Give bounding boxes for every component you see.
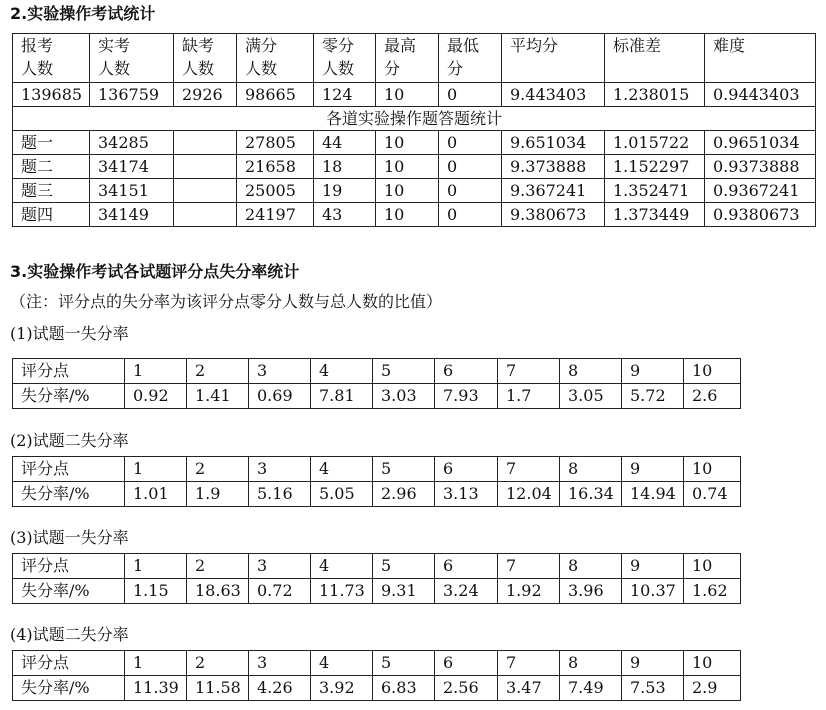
- question-row: [13, 203, 816, 227]
- failure-rate-cell: 11.73: [311, 579, 373, 604]
- question-cell: 1.352471: [605, 179, 705, 203]
- question-row: [13, 179, 816, 203]
- scoring-point-cell: 6: [435, 554, 498, 579]
- header-line-1: 最低: [447, 36, 480, 55]
- scoring-point-row: [13, 457, 741, 482]
- summary-cell: 0.9443403: [705, 83, 816, 107]
- failure-rate-cell: 1.92: [498, 579, 560, 604]
- scoring-point-cell: 1: [125, 457, 187, 482]
- summary-cell: 136759: [90, 83, 174, 107]
- row-label: 失分率/%: [13, 384, 125, 409]
- failure-rate-cell: 1.41: [187, 384, 249, 409]
- question-row: [13, 155, 816, 179]
- failure-rate-cell: 2.56: [435, 676, 498, 701]
- question-cell: [174, 155, 237, 179]
- failure-rate-cell: 14.94: [622, 482, 684, 507]
- failure-table-caption: (2)试题二失分率: [10, 431, 129, 450]
- failure-rate-cell: 1.7: [498, 384, 560, 409]
- failure-table-caption: (1)试题一失分率: [10, 324, 129, 343]
- scoring-point-cell: 6: [435, 457, 498, 482]
- failure-rate-cell: 2.9: [684, 676, 741, 701]
- question-cell: [174, 203, 237, 227]
- question-cell: 1.373449: [605, 203, 705, 227]
- question-cell: 43: [314, 203, 376, 227]
- header-line-1: 满分: [245, 36, 278, 55]
- failure-rate-table: [12, 650, 741, 701]
- question-cell: 题四: [13, 203, 90, 227]
- header-line-1: 难度: [713, 36, 746, 55]
- scoring-point-cell: 5: [373, 651, 435, 676]
- summary-row: [13, 83, 816, 107]
- row-label: 评分点: [13, 651, 125, 676]
- row-label: 失分率/%: [13, 676, 125, 701]
- header-line-1: 缺考: [182, 36, 215, 55]
- scoring-point-cell: 3: [249, 359, 311, 384]
- question-cell: 9.367241: [502, 179, 605, 203]
- question-cell: 0.9651034: [705, 131, 816, 155]
- header-line-2: 人数: [21, 59, 54, 78]
- exam-statistics-table: [12, 33, 816, 227]
- header-line-1: 报考: [21, 36, 54, 55]
- failure-rate-row: [13, 579, 741, 604]
- question-cell: 题三: [13, 179, 90, 203]
- failure-rate-row: [13, 482, 741, 507]
- scoring-point-cell: 10: [684, 554, 741, 579]
- scoring-point-row: [13, 359, 741, 384]
- scoring-point-cell: 2: [187, 457, 249, 482]
- scoring-point-cell: 4: [311, 457, 373, 482]
- scoring-point-cell: 7: [498, 554, 560, 579]
- row-label: 评分点: [13, 457, 125, 482]
- scoring-point-cell: 7: [498, 457, 560, 482]
- summary-cell: 124: [314, 83, 376, 107]
- header-line-2: 人数: [98, 59, 131, 78]
- failure-rate-cell: 2.96: [373, 482, 435, 507]
- failure-rate-cell: 5.05: [311, 482, 373, 507]
- summary-cell: 98665: [237, 83, 314, 107]
- failure-rate-cell: 3.24: [435, 579, 498, 604]
- summary-cell: 0: [439, 83, 502, 107]
- question-cell: 21658: [237, 155, 314, 179]
- row-label: 失分率/%: [13, 579, 125, 604]
- question-row: [13, 131, 816, 155]
- sub-header-cell: 各道实验操作题答题统计: [13, 107, 816, 131]
- scoring-point-cell: 8: [560, 359, 622, 384]
- question-cell: 34174: [90, 155, 174, 179]
- question-cell: 题二: [13, 155, 90, 179]
- question-cell: 25005: [237, 179, 314, 203]
- summary-cell: 2926: [174, 83, 237, 107]
- failure-rate-cell: 1.15: [125, 579, 187, 604]
- failure-rate-table: [12, 456, 741, 507]
- scoring-point-cell: 10: [684, 651, 741, 676]
- scoring-point-cell: 1: [125, 651, 187, 676]
- section-3-title: 3.实验操作考试各试题评分点失分率统计: [10, 262, 300, 281]
- question-cell: 0.9373888: [705, 155, 816, 179]
- question-cell: 0.9380673: [705, 203, 816, 227]
- question-cell: 9.373888: [502, 155, 605, 179]
- scoring-point-cell: 5: [373, 554, 435, 579]
- question-cell: 27805: [237, 131, 314, 155]
- header-cell: [439, 34, 502, 83]
- header-line-2: 人数: [182, 59, 215, 78]
- failure-rate-cell: 3.92: [311, 676, 373, 701]
- question-cell: 34149: [90, 203, 174, 227]
- question-cell: 44: [314, 131, 376, 155]
- failure-rate-cell: 5.72: [622, 384, 684, 409]
- scoring-point-cell: 2: [187, 651, 249, 676]
- scoring-point-cell: 3: [249, 651, 311, 676]
- summary-cell: 1.238015: [605, 83, 705, 107]
- scoring-point-cell: 6: [435, 359, 498, 384]
- failure-rate-cell: 3.13: [435, 482, 498, 507]
- failure-table-caption: (4)试题二失分率: [10, 625, 129, 644]
- failure-rate-cell: 3.47: [498, 676, 560, 701]
- failure-rate-cell: 5.16: [249, 482, 311, 507]
- scoring-point-cell: 9: [622, 651, 684, 676]
- failure-rate-cell: 2.6: [684, 384, 741, 409]
- scoring-point-cell: 2: [187, 359, 249, 384]
- scoring-point-row: [13, 651, 741, 676]
- failure-rate-cell: 0.69: [249, 384, 311, 409]
- failure-rate-cell: 6.83: [373, 676, 435, 701]
- question-cell: 9.651034: [502, 131, 605, 155]
- question-cell: 34285: [90, 131, 174, 155]
- failure-rate-cell: 3.05: [560, 384, 622, 409]
- header-line-1: 零分: [322, 36, 355, 55]
- question-cell: 10: [376, 131, 439, 155]
- header-cell: [314, 34, 376, 83]
- failure-rate-cell: 16.34: [560, 482, 622, 507]
- scoring-point-cell: 4: [311, 651, 373, 676]
- header-line-2: 分: [384, 59, 401, 78]
- header-line-1: 标准差: [613, 36, 662, 55]
- scoring-point-cell: 3: [249, 457, 311, 482]
- header-cell: [502, 34, 605, 83]
- failure-rate-cell: 18.63: [187, 579, 249, 604]
- failure-rate-cell: 11.58: [187, 676, 249, 701]
- scoring-point-cell: 10: [684, 359, 741, 384]
- header-line-1: 最高: [384, 36, 417, 55]
- scoring-point-cell: 6: [435, 651, 498, 676]
- scoring-point-cell: 5: [373, 457, 435, 482]
- header-line-2: 人数: [245, 59, 278, 78]
- question-cell: 18: [314, 155, 376, 179]
- question-cell: [174, 131, 237, 155]
- scoring-point-cell: 1: [125, 359, 187, 384]
- scoring-point-cell: 4: [311, 554, 373, 579]
- question-cell: 0: [439, 179, 502, 203]
- failure-rate-cell: 1.01: [125, 482, 187, 507]
- question-cell: 34151: [90, 179, 174, 203]
- header-line-1: 实考: [98, 36, 131, 55]
- failure-rate-cell: 1.9: [187, 482, 249, 507]
- row-label: 失分率/%: [13, 482, 125, 507]
- scoring-point-cell: 8: [560, 651, 622, 676]
- failure-rate-cell: 7.49: [560, 676, 622, 701]
- scoring-point-cell: 9: [622, 554, 684, 579]
- scoring-point-cell: 4: [311, 359, 373, 384]
- header-cell: [13, 34, 90, 83]
- question-cell: 10: [376, 179, 439, 203]
- question-cell: 1.152297: [605, 155, 705, 179]
- failure-rate-cell: 7.53: [622, 676, 684, 701]
- question-cell: 19: [314, 179, 376, 203]
- failure-rate-row: [13, 676, 741, 701]
- failure-rate-cell: 11.39: [125, 676, 187, 701]
- scoring-point-cell: 3: [249, 554, 311, 579]
- scoring-point-cell: 8: [560, 457, 622, 482]
- question-cell: 9.380673: [502, 203, 605, 227]
- scoring-point-row: [13, 554, 741, 579]
- failure-rate-table: [12, 553, 741, 604]
- header-cell: [376, 34, 439, 83]
- header-cell: [174, 34, 237, 83]
- failure-rate-cell: 12.04: [498, 482, 560, 507]
- failure-rate-cell: 4.26: [249, 676, 311, 701]
- header-cell: [90, 34, 174, 83]
- failure-rate-table: [12, 358, 741, 409]
- row-label: 评分点: [13, 359, 125, 384]
- failure-rate-cell: 0.74: [684, 482, 741, 507]
- header-line-1: 平均分: [510, 36, 559, 55]
- failure-rate-cell: 1.62: [684, 579, 741, 604]
- question-cell: 0.9367241: [705, 179, 816, 203]
- question-cell: [174, 179, 237, 203]
- failure-rate-row: [13, 384, 741, 409]
- question-cell: 0: [439, 155, 502, 179]
- failure-table-caption: (3)试题一失分率: [10, 528, 129, 547]
- header-row: [13, 34, 816, 83]
- header-line-2: 人数: [322, 59, 355, 78]
- scoring-point-cell: 5: [373, 359, 435, 384]
- question-cell: 0: [439, 203, 502, 227]
- question-cell: 0: [439, 131, 502, 155]
- header-cell: [237, 34, 314, 83]
- section-2-title: 2.实验操作考试统计: [10, 4, 156, 23]
- sub-header-row: [13, 107, 816, 131]
- header-cell: [705, 34, 816, 83]
- row-label: 评分点: [13, 554, 125, 579]
- question-cell: 1.015722: [605, 131, 705, 155]
- failure-rate-cell: 0.72: [249, 579, 311, 604]
- summary-cell: 9.443403: [502, 83, 605, 107]
- failure-rate-cell: 3.96: [560, 579, 622, 604]
- failure-rate-cell: 7.81: [311, 384, 373, 409]
- scoring-point-cell: 9: [622, 457, 684, 482]
- header-cell: [605, 34, 705, 83]
- scoring-point-cell: 2: [187, 554, 249, 579]
- failure-rate-cell: 7.93: [435, 384, 498, 409]
- question-cell: 24197: [237, 203, 314, 227]
- section-3-note: （注：评分点的失分率为该评分点零分人数与总人数的比值）: [10, 292, 443, 311]
- scoring-point-cell: 1: [125, 554, 187, 579]
- scoring-point-cell: 7: [498, 651, 560, 676]
- scoring-point-cell: 8: [560, 554, 622, 579]
- header-line-2: 分: [447, 59, 464, 78]
- summary-cell: 139685: [13, 83, 90, 107]
- failure-rate-cell: 0.92: [125, 384, 187, 409]
- failure-rate-cell: 10.37: [622, 579, 684, 604]
- scoring-point-cell: 7: [498, 359, 560, 384]
- scoring-point-cell: 10: [684, 457, 741, 482]
- failure-rate-cell: 9.31: [373, 579, 435, 604]
- question-cell: 10: [376, 155, 439, 179]
- failure-rate-cell: 3.03: [373, 384, 435, 409]
- summary-cell: 10: [376, 83, 439, 107]
- scoring-point-cell: 9: [622, 359, 684, 384]
- question-cell: 10: [376, 203, 439, 227]
- question-cell: 题一: [13, 131, 90, 155]
